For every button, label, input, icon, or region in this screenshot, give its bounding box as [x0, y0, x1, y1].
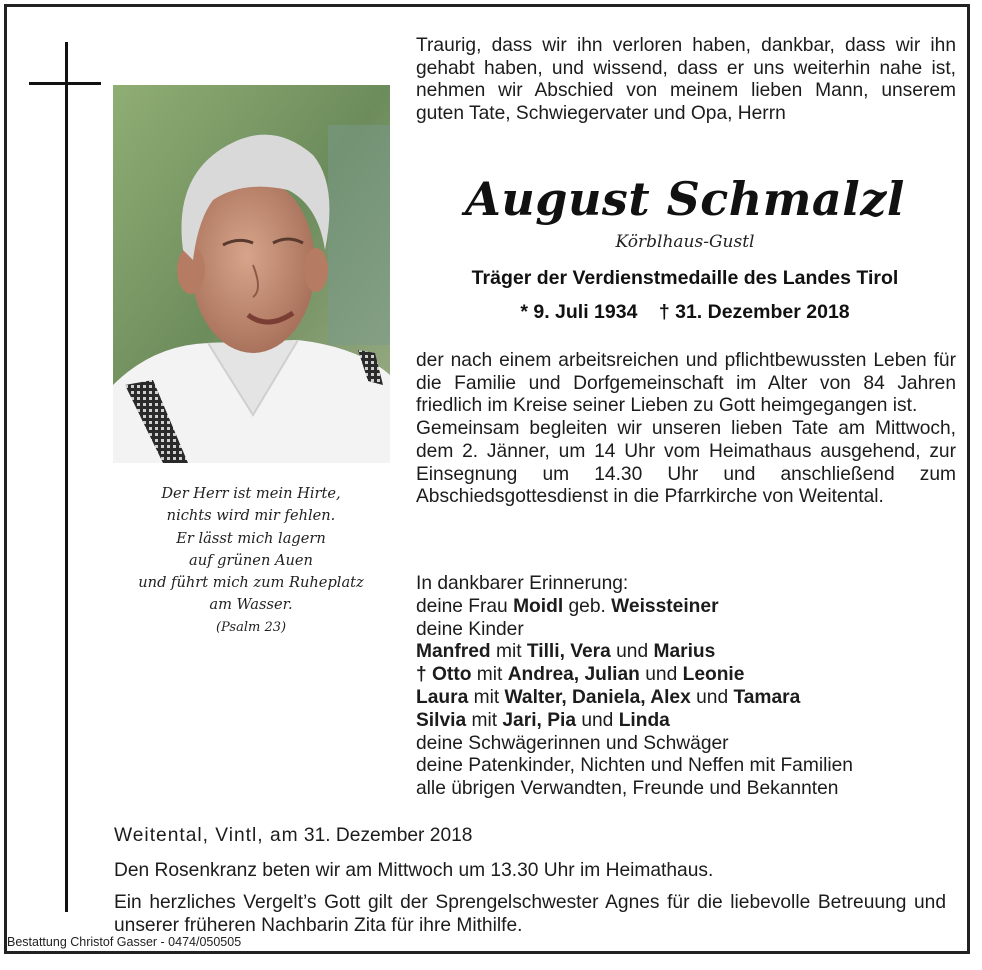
life-dates	[415, 301, 955, 324]
psalm-line: auf grünen Auen	[189, 551, 313, 569]
psalm-line: Der Herr ist mein Hirte,	[161, 485, 341, 502]
cross-icon-horizontal	[29, 82, 101, 85]
family-child-row: Silvia mit Jari, Pia und Linda	[416, 709, 670, 731]
portrait-photo	[113, 85, 390, 463]
family-child-row: Manfred mit Tilli, Vera und Marius	[416, 641, 716, 663]
bio-section	[416, 350, 956, 509]
psalm-line: und führt mich zum Ruheplatz	[138, 574, 364, 592]
family-child-row: † Otto mit Andrea, Julian und Leonie	[416, 664, 745, 686]
family-other: alle übrigen Verwandten, Freunde und Bekannten	[416, 778, 839, 800]
family-child-row: Laura mit Walter, Daniela, Alex und Tamara	[416, 686, 801, 708]
obituary-notice	[4, 4, 970, 954]
intro-text: Traurig, dass wir ihn verloren haben, dankbar, dass wir ihn gehabt haben, und wissend, dass er uns weiterhin nahe ist, nehmen wir Abschied von meinem lieben Mann, unserem guten Tate, Schwiegervater und Opa, Herrn	[416, 35, 956, 125]
deceased-name: August Schmalzl	[465, 172, 905, 226]
psalm-quote	[111, 483, 391, 639]
death-date: † 31. Dezember 2018	[658, 301, 850, 323]
family-heading: In dankbarer Erinnerung:	[416, 573, 629, 594]
rosary-text: Den Rosenkranz beten wir am Mittwoch um 13.30 Uhr im Heimathaus.	[114, 860, 714, 881]
funeral-home-footer: Bestattung Christof Gasser - 0474/050505	[7, 935, 242, 949]
deceased-nickname: Körblhaus-Gustl	[615, 232, 755, 252]
family-children	[416, 641, 956, 732]
psalm-line: nichts wird mir fehlen.	[166, 507, 336, 525]
family-other: deine Patenkinder, Nichten und Neffen mit Familien	[416, 755, 853, 777]
thanks-text: Ein herzliches Vergelt’s Gott gilt der Sprengelschwester Agnes für die liebevolle Betreuung und unserer früheren Nachbarin Zita für ihre Mithilfe.	[114, 892, 946, 936]
funeral-text: Gemeinsam begleiten wir unseren lieben Tate am Mittwoch, dem 2. Jänner, um 14 Uhr vom Heimathaus ausgehend, zur Einsegnung um 14.30 Uhr und anschließend zum Abschiedsgottesdienst in die Pfarrkirche von Weitental.	[416, 418, 956, 508]
psalm-reference: (Psalm 23)	[215, 619, 287, 635]
psalm-line: am Wasser.	[209, 596, 293, 614]
psalm-line: Er lässt mich lagern	[176, 529, 326, 547]
family-other: deine Schwägerinnen und Schwäger	[416, 732, 729, 754]
bio-text: der nach einem arbeitsreichen und pflichtbewussten Leben für die Familie und Dorfgemeinschaft im Alter von 84 Jahren friedlich im Kreise seiner Lieben zu Gott heimgegangen ist.	[416, 350, 956, 417]
family-children-label: deine Kinder	[416, 618, 524, 640]
cross-icon-vertical	[65, 42, 68, 912]
family-list	[416, 573, 956, 801]
family-wife: deine Frau Moidl geb. Weissteiner	[416, 595, 719, 617]
place-date: Weitental, Vintl, am 31. Dezember 2018	[114, 825, 473, 846]
honor-line: Träger der Verdienstmedaille des Landes Tirol	[471, 267, 899, 289]
birth-date: * 9. Juli 1934	[520, 301, 638, 323]
